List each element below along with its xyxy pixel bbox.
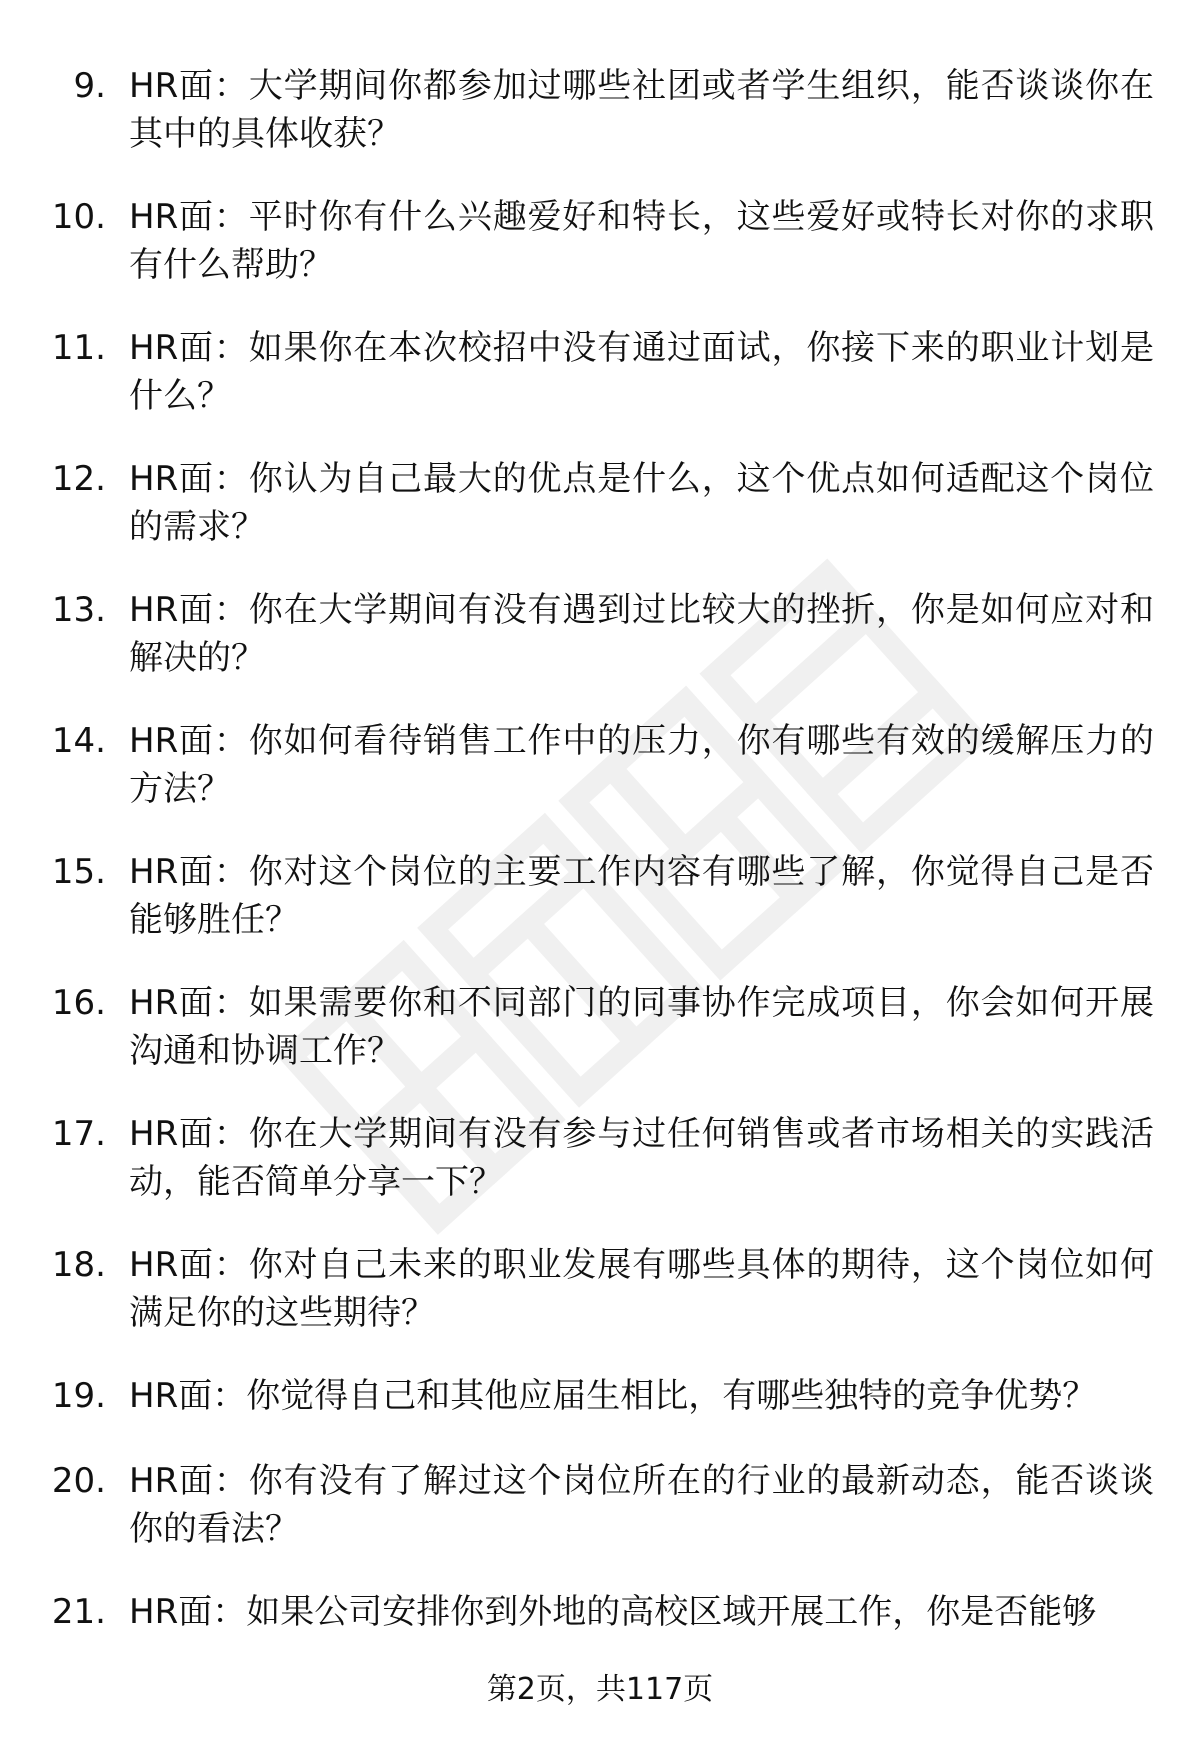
question-number: 11. — [51, 328, 106, 368]
question-number: 17. — [51, 1114, 106, 1154]
question-text: HR面：你对自己未来的职业发展有哪些具体的期待，这个岗位如何满足你的这些期待？ — [129, 1245, 1154, 1333]
question-number: 18. — [51, 1245, 106, 1285]
question-item — [0, 1457, 1200, 1588]
question-item — [0, 586, 1200, 717]
question-item — [0, 62, 1200, 193]
question-text: HR面：你在大学期间有没有遇到过比较大的挫折，你是如何应对和解决的？ — [129, 590, 1154, 678]
page-number-footer: 第2页，共117页 — [486, 1672, 714, 1707]
question-text: HR面：大学期间你都参加过哪些社团或者学生组织，能否谈谈你在其中的具体收获？ — [129, 66, 1154, 154]
question-item — [0, 1241, 1200, 1372]
question-list — [0, 62, 1200, 1658]
question-text: HR面：你觉得自己和其他应届生相比，有哪些独特的竞争优势？ — [129, 1376, 1097, 1416]
question-item — [0, 848, 1200, 979]
question-item — [0, 1110, 1200, 1241]
question-text: HR面：如果公司安排你到外地的高校区域开展工作，你是否能够 — [129, 1592, 1097, 1632]
question-number: 15. — [51, 852, 106, 892]
question-item — [0, 324, 1200, 455]
question-text: HR面：如果你在本次校招中没有通过面试，你接下来的职业计划是什么？ — [129, 328, 1154, 416]
question-text: HR面：你有没有了解过这个岗位所在的行业的最新动态，能否谈谈你的看法？ — [129, 1461, 1154, 1549]
question-item — [0, 193, 1200, 324]
question-number: 9. — [73, 66, 106, 106]
question-item — [0, 717, 1200, 848]
question-number: 19. — [51, 1376, 106, 1416]
question-item — [0, 979, 1200, 1110]
question-item — [0, 455, 1200, 586]
question-text: HR面：你如何看待销售工作中的压力，你有哪些有效的缓解压力的方法？ — [129, 721, 1154, 809]
question-number: 14. — [51, 721, 106, 761]
question-text: HR面：你对这个岗位的主要工作内容有哪些了解，你觉得自己是否能够胜任？ — [129, 852, 1154, 940]
question-number: 21. — [51, 1592, 106, 1632]
question-text: HR面：你在大学期间有没有参与过任何销售或者市场相关的实践活动，能否简单分享一下？ — [129, 1114, 1154, 1202]
question-number: 10. — [51, 197, 106, 237]
question-text: HR面：你认为自己最大的优点是什么，这个优点如何适配这个岗位的需求？ — [129, 459, 1154, 547]
question-number: 13. — [51, 590, 106, 630]
question-number: 16. — [51, 983, 106, 1023]
question-number: 12. — [51, 459, 106, 499]
question-item — [0, 1588, 1200, 1658]
question-item — [0, 1372, 1200, 1457]
question-text: HR面：如果需要你和不同部门的同事协作完成项目，你会如何开展沟通和协调工作？ — [129, 983, 1154, 1071]
question-number: 20. — [51, 1461, 106, 1501]
question-text: HR面：平时你有什么兴趣爱好和特长，这些爱好或特长对你的求职有什么帮助？ — [129, 197, 1154, 285]
